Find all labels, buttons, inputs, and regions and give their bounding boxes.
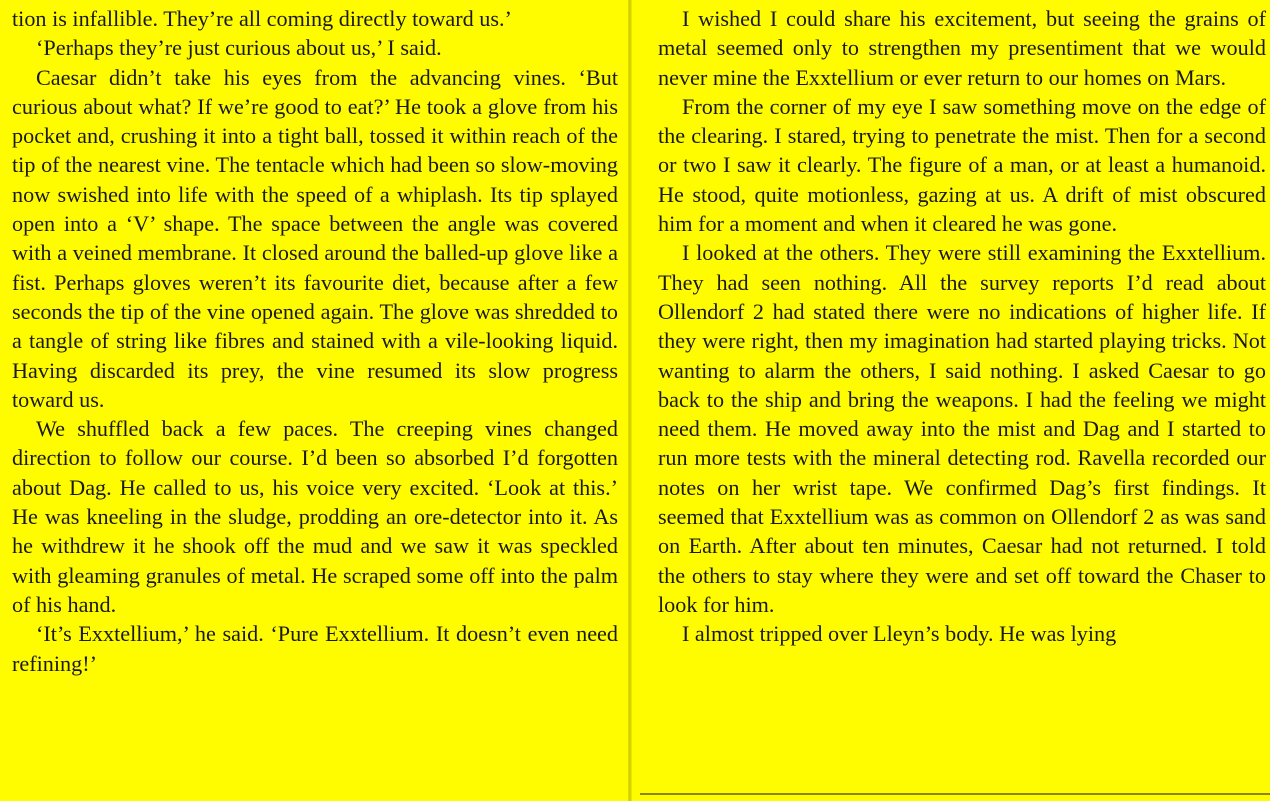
right-page [632, 0, 1270, 801]
paragraph: I almost tripped over Lleyn’s body. He was lying [682, 621, 1117, 647]
right-page-text-column [658, 4, 1266, 649]
paragraph: ‘Perhaps they’re just curious about us,’ I said. [36, 35, 442, 61]
page-bottom-edge [640, 793, 1270, 795]
paragraph: tion is infallible. They’re all coming directly toward us.’ [12, 6, 512, 31]
left-page [0, 0, 628, 801]
paragraph: ‘It’s Exxtellium,’ he said. ‘Pure Exxtellium. It doesn’t even need refining!’ [12, 621, 618, 676]
paragraph: We shuffled back a few paces. The creeping vines changed direction to follow our course. I’d been so absorbed I’d forgotten about Dag. He called to us, his voice very excited. ‘Look at this.’ He was kneeling in the sludge, prodding an ore-detector into it. As he withdrew it he shook off the mud and we saw it was speckled with gleaming granules of metal. He scraped some off into the palm of his hand. [12, 416, 618, 617]
paragraph: I wished I could share his excitement, but seeing the grains of metal seemed only to strengthen my presentiment that we would never mine the Exxtellium or ever return to our homes on Mars. [658, 6, 1266, 90]
paragraph: I looked at the others. They were still examining the Exxtellium. They had seen nothing. All the survey reports I’d read about Ollendorf 2 had stated there were no indications of higher life. If they were right, then my imagination had started playing tricks. Not wanting to alarm the others, I said nothing. I asked Caesar to go back to the ship and bring the weapons. I had the feeling we might need them. He moved away into the mist and Dag and I started to run more tests with the mineral detecting rod. Ravella recorded our notes on her wrist tape. We confirmed Dag’s first findings. It seemed that Exxtellium was as common on Ollendorf 2 as was sand on Earth. After about ten minutes, Caesar had not returned. I told the others to stay where they were and set off toward the Chaser to look for him. [658, 240, 1266, 617]
left-page-text-column [12, 4, 618, 678]
paragraph: From the corner of my eye I saw something move on the edge of the clearing. I stared, trying to penetrate the mist. Then for a second or two I saw it clearly. The figure of a man, or at least a humanoid. He stood, quite motionless, gazing at us. A drift of mist obscured him for a moment and when it cleared he was gone. [658, 93, 1266, 237]
paragraph: Caesar didn’t take his eyes from the advancing vines. ‘But curious about what? If we’re good to eat?’ He took a glove from his pocket and, crushing it into a tight ball, tossed it within reach of the tip of the nearest vine. The tentacle which had been so slow-moving now swished into life with the speed of a whiplash. Its tip splayed open into a ‘V’ shape. The space between the angle was covered with a veined membrane. It closed around the balled-up glove like a fist. Perhaps gloves weren’t its favourite diet, because after a few seconds the tip of the vine opened again. The glove was shredded to a tangle of string like fibres and stained with a vile-looking liquid. Having discarded its prey, the vine resumed its slow progress toward us. [12, 64, 618, 412]
